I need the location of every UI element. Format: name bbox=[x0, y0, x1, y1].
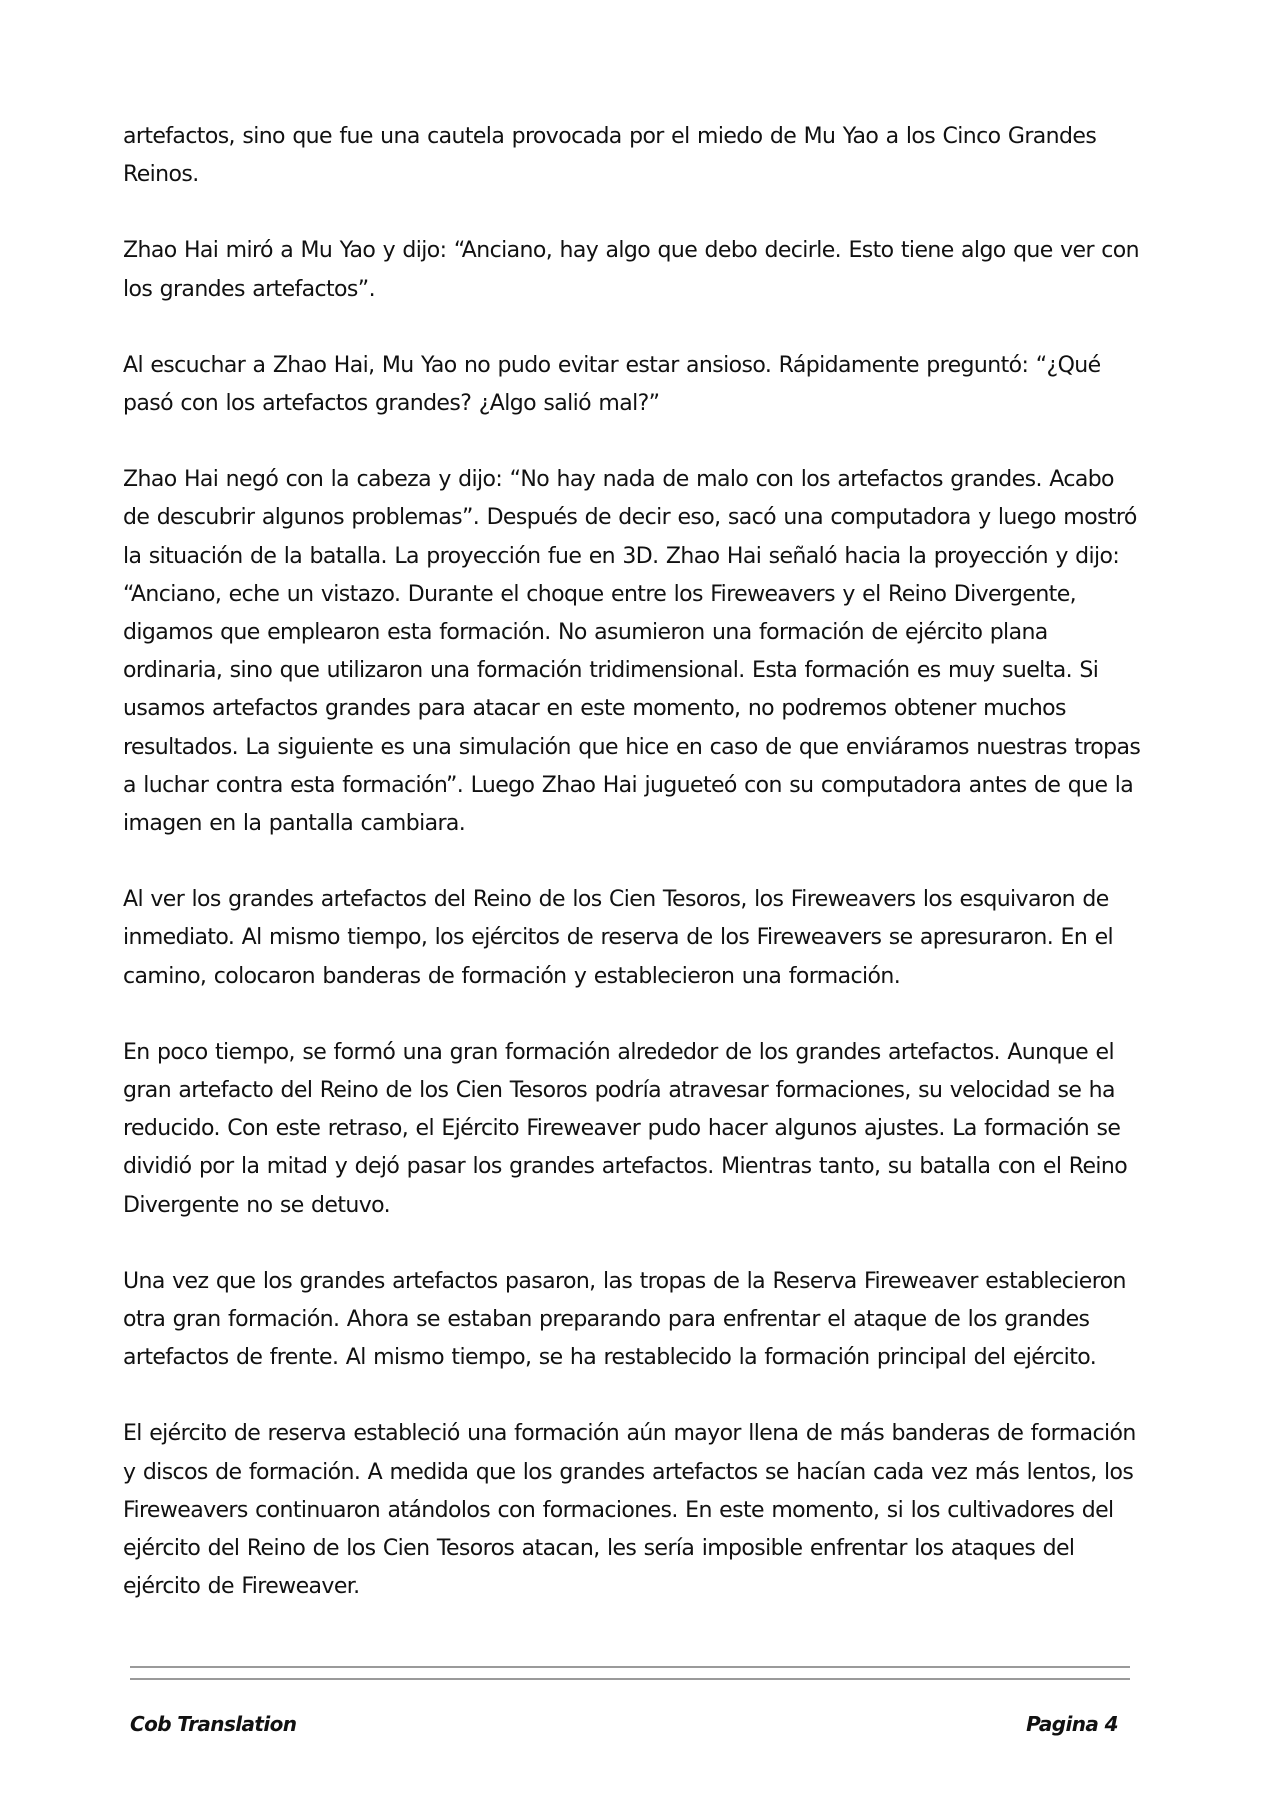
footer-divider bbox=[130, 1666, 1130, 1668]
paragraph: Zhao Hai miró a Mu Yao y dijo: “Anciano, hay algo que debo decirle. Esto tiene algo que ver con los grandes artefactos”. bbox=[123, 238, 1139, 302]
paragraph: Una vez que los grandes artefactos pasaron, las tropas de la Reserva Fireweaver establecieron otra gran formación. Ahora se estaban preparando para enfrentar el ataque de los grandes artefactos de frente. Al mismo tiempo, se ha restablecido la formación principal del ejército. bbox=[123, 1268, 1126, 1371]
paragraph: Zhao Hai negó con la cabeza y dijo: “No hay nada de malo con los artefactos grandes. Acabo de descubrir algunos problemas”. Después de decir eso, sacó una computadora y luego mostró la situación de la batalla. La proyección fue en 3D. Zhao Hai señaló hacia la proyección y dijo: “Anciano, eche un vistazo. Durante el choque entre los Fireweavers y el Reino Divergente, digamos que emplearon esta formación. No asumieron una formación de ejército plana ordinaria, sino que utilizaron una formación tridimensional. Esta formación es muy suelta. Si usamos artefactos grandes para atacar en este momento, no podremos obtener muchos resultados. La siguiente es una simulación que hice en caso de que enviáramos nuestras tropas a luchar contra esta formación”. Luego Zhao Hai jugueteó con su computadora antes de que la imagen en la pantalla cambiara. bbox=[123, 467, 1141, 837]
body-text bbox=[123, 118, 1143, 1645]
footer-divider bbox=[130, 1678, 1130, 1680]
paragraph: El ejército de reserva estableció una formación aún mayor llena de más banderas de formación y discos de formación. A medida que los grandes artefactos se hacían cada vez más lentos, los Fireweavers continuaron atándolos con formaciones. En este momento, si los cultivadores del ejército del Reino de los Cien Tesoros atacan, les sería imposible enfrentar los ataques del ejército de Fireweaver. bbox=[123, 1421, 1136, 1600]
paragraph: Al escuchar a Zhao Hai, Mu Yao no pudo evitar estar ansioso. Rápidamente preguntó: “¿Qué pasó con los artefactos grandes? ¿Algo salió mal?” bbox=[123, 352, 1101, 417]
footer-page-number: Pagina 4 bbox=[1026, 1712, 1118, 1736]
paragraph: En poco tiempo, se formó una gran formación alrededor de los grandes artefactos. Aunque el gran artefacto del Reino de los Cien Tesoros podría atravesar formaciones, su velocidad se ha reducido. Con este retraso, el Ejército Fireweaver pudo hacer algunos ajustes. La formación se dividió por la mitad y dejó pasar los grandes artefactos. Mientras tanto, su batalla con el Reino Divergente no se detuvo. bbox=[123, 1039, 1128, 1218]
paragraph: artefactos, sino que fue una cautela provocada por el miedo de Mu Yao a los Cinco Grandes Reinos. bbox=[123, 124, 1097, 188]
paragraph: Al ver los grandes artefactos del Reino de los Cien Tesoros, los Fireweavers los esquivaron de inmediato. Al mismo tiempo, los ejércitos de reserva de los Fireweavers se apresuraron. En el camino, colocaron banderas de formación y establecieron una formación. bbox=[123, 887, 1114, 989]
footer-publisher: Cob Translation bbox=[130, 1712, 297, 1736]
